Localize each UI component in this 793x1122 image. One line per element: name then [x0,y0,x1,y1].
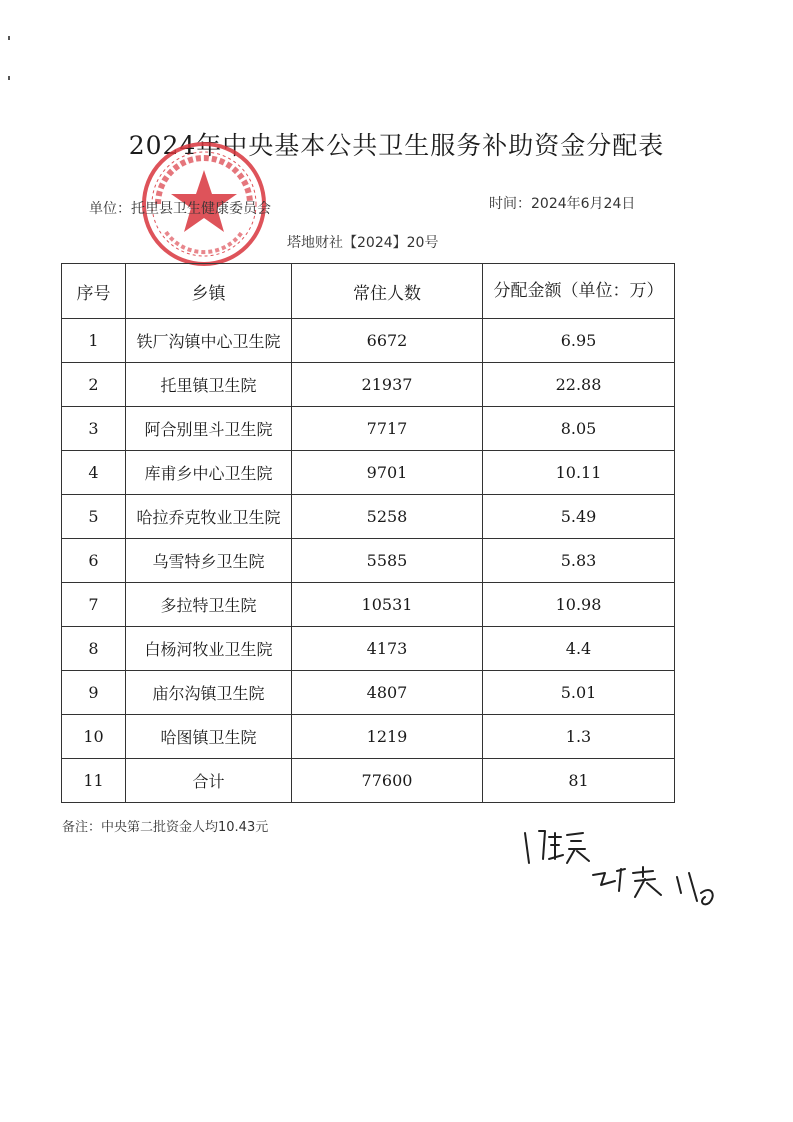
table-row [62,583,675,627]
table-row [62,627,675,671]
cell-town: 白杨河牧业卫生院 [126,627,292,671]
cell-amount: 4.4 [483,627,675,671]
cell-no: 4 [62,451,126,495]
cell-town: 哈拉乔克牧业卫生院 [126,495,292,539]
allocation-table [61,263,675,803]
cell-amount: 5.49 [483,495,675,539]
cell-amount: 5.83 [483,539,675,583]
table-total-row [62,759,675,803]
header-amount: 分配金额（单位：万） [483,264,675,319]
table-row [62,495,675,539]
cell-no: 9 [62,671,126,715]
cell-no: 1 [62,319,126,363]
cell-population: 9701 [292,451,483,495]
cell-amount: 8.05 [483,407,675,451]
table-row [62,451,675,495]
table-row [62,671,675,715]
cell-town: 合计 [126,759,292,803]
table-header-row [62,264,675,319]
cell-town: 托里镇卫生院 [126,363,292,407]
issuing-unit: 单位：托里县卫生健康委员会 [89,201,271,217]
document-number: 塔地财社【2024】20号 [287,235,439,251]
cell-no: 7 [62,583,126,627]
cell-town: 库甫乡中心卫生院 [126,451,292,495]
cell-no: 11 [62,759,126,803]
table-row [62,539,675,583]
cell-no: 6 [62,539,126,583]
handwritten-signature-icon [505,815,725,945]
cell-population: 5585 [292,539,483,583]
cell-population: 10531 [292,583,483,627]
cell-amount: 81 [483,759,675,803]
table-row [62,715,675,759]
cell-amount: 22.88 [483,363,675,407]
table-row [62,407,675,451]
cell-amount: 10.98 [483,583,675,627]
cell-no: 5 [62,495,126,539]
cell-town: 多拉特卫生院 [126,583,292,627]
cell-town: 阿合别里斗卫生院 [126,407,292,451]
cell-amount: 10.11 [483,451,675,495]
document-title: 2024年中央基本公共卫生服务补助资金分配表 [128,131,665,160]
cell-amount: 1.3 [483,715,675,759]
cell-population: 1219 [292,715,483,759]
footnote: 备注：中央第二批资金人均10.43元 [62,820,269,835]
cell-amount: 5.01 [483,671,675,715]
cell-population: 21937 [292,363,483,407]
cell-population: 6672 [292,319,483,363]
cell-amount: 6.95 [483,319,675,363]
cell-town: 乌雪特乡卫生院 [126,539,292,583]
cell-population: 5258 [292,495,483,539]
cell-population: 7717 [292,407,483,451]
issue-date: 时间：2024年6月24日 [489,196,636,212]
header-no: 序号 [62,264,126,319]
cell-no: 3 [62,407,126,451]
cell-town: 哈图镇卫生院 [126,715,292,759]
cell-population: 4173 [292,627,483,671]
cell-town: 庙尔沟镇卫生院 [126,671,292,715]
cell-population: 4807 [292,671,483,715]
scan-speck [8,76,10,80]
cell-town: 铁厂沟镇中心卫生院 [126,319,292,363]
table-row [62,363,675,407]
cell-no: 10 [62,715,126,759]
cell-population: 77600 [292,759,483,803]
table-row [62,319,675,363]
cell-no: 8 [62,627,126,671]
scan-speck [8,36,10,40]
header-town: 乡镇 [126,264,292,319]
cell-no: 2 [62,363,126,407]
header-population: 常住人数 [292,264,483,319]
